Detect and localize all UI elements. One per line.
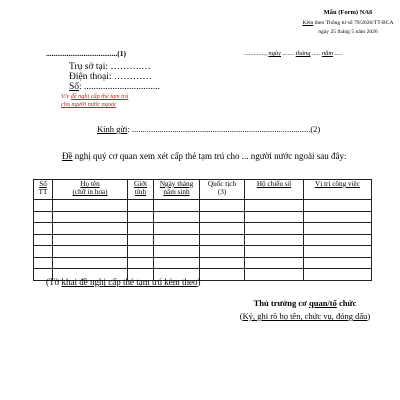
issued-ref-prefix: Kèm: [302, 20, 314, 26]
table-row: [34, 200, 372, 212]
sign-note-close: ): [367, 311, 371, 321]
header-passport-number: Hộ chiếu số: [245, 180, 304, 200]
recipient-dots: : ....................................................................................(2): [127, 124, 321, 134]
day-label: ngày: [268, 50, 282, 57]
table-row: [34, 223, 372, 235]
signatory-title: [237, 298, 373, 308]
foreigner-list-table: [33, 179, 372, 281]
signatory-title-prefix: Thủ trưởng cơ: [253, 298, 309, 308]
sign-note-open: (: [239, 311, 243, 321]
issued-reference: [296, 20, 400, 26]
table-row: [34, 257, 372, 269]
place-date-line: [244, 50, 343, 57]
year-dots: .....: [333, 50, 343, 57]
header-stt: Số TT: [34, 180, 53, 200]
signatory-title-suffix: chức: [336, 298, 357, 308]
header-gender: Giới tính: [128, 180, 154, 200]
subject-line-2: cho người nước ngoài: [61, 101, 116, 108]
sign-note-text: Ký, ghi rõ họ tên, chức vụ, đóng dấu: [242, 311, 368, 321]
number-dots: : ................................: [79, 82, 161, 92]
request-sentence: [62, 151, 346, 161]
place-dots: .............,: [244, 50, 269, 57]
signature-instruction: [221, 311, 389, 321]
form-number: Mẫu (Form) NA6: [323, 9, 373, 16]
recipient-line: [97, 124, 320, 134]
subject-line-1: [61, 93, 128, 100]
table-body: [34, 200, 372, 281]
request-text: nghị quý cơ quan xem xét cấp thẻ tạm trú cho ... người nước ngoài sau đây:: [72, 151, 347, 161]
header-nationality: Quốc tịch (3): [200, 180, 245, 200]
recipient-label: Kính gửi: [97, 124, 128, 134]
table-row: [34, 234, 372, 246]
organization-line: ......................................(1): [46, 49, 126, 58]
table-header-row: [34, 180, 372, 200]
attachment-note: [46, 277, 200, 287]
signatory-title-org: quan/tổ: [309, 298, 337, 308]
issued-ref-rest: theo Thông tư số 79/2026/TT-BCA: [313, 20, 394, 26]
subject-text-1: đề nghị cấp thẻ tạm trú: [70, 93, 129, 100]
subject-prefix: V/v: [61, 93, 71, 100]
year-label: năm: [321, 50, 334, 57]
month-label: tháng: [295, 50, 311, 57]
header-date-of-birth: Ngày tháng năm sinh: [154, 180, 200, 200]
table-row: [34, 246, 372, 258]
table-row: [34, 211, 372, 223]
header-job-position: Vị trí công việc: [304, 180, 372, 200]
attachment-open: (Tờ: [46, 277, 62, 287]
attachment-text: khai đề nghị cấp thẻ tạm trú kèm theo: [61, 277, 198, 287]
header-full-name: Họ tên (chữ in hoa): [53, 180, 128, 200]
request-prefix: Đề: [62, 151, 73, 161]
phone-field: Điện thoại: …………: [69, 72, 152, 82]
attachment-close: ): [197, 277, 201, 287]
number-field: [69, 82, 160, 92]
day-dots: .......: [281, 50, 296, 57]
issued-date: ngày 25 tháng 5 năm 2026: [318, 29, 378, 35]
number-label: Số: [69, 82, 80, 92]
address-field: Trụ sở tại: ……….…: [69, 62, 151, 72]
month-dots: .....: [310, 50, 322, 57]
